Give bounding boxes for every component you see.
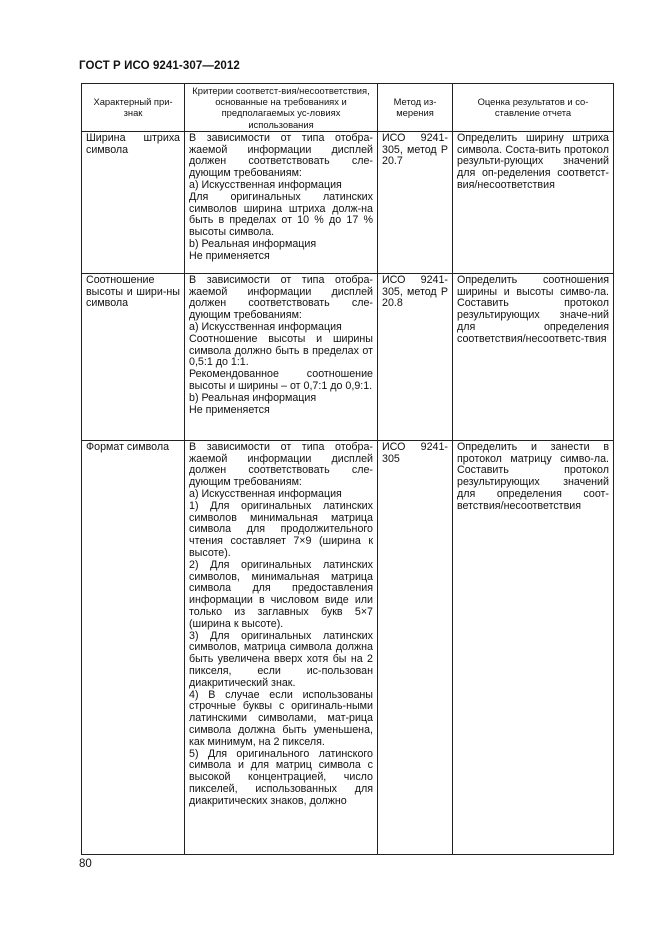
table-row [82, 131, 614, 273]
criteria-paragraph: В зависимости от типа отобра-жаемой информации дисплей должен соответствовать сле-дующим требованиям: [189, 131, 373, 180]
criteria-paragraph: Не применяется [189, 403, 270, 416]
evaluation-cell: Определить соотношения ширины и высоты симво-ла. Составить протокол результирующих значе-ний для определения соответствия/несоответс-твия [453, 273, 614, 440]
evaluation-cell: Определить ширину штриха символа. Соста-вить протокол результи-рующих значений для оп-ределения соответст-вия/несоответствия [453, 131, 614, 273]
table-row [82, 273, 614, 440]
criteria-paragraph: а) Искусственная информация [189, 321, 342, 333]
evaluation-cell: Определить и занести в протокол матрицу симво-ла. Составить протокол результирующих значений для определения соот-ветствия/несоответствия [453, 440, 614, 854]
criteria-table [81, 83, 614, 855]
criteria-paragraph: Соотношение высоты и ширины символа должно быть в пределах от 0,5:1 до 1:1. [189, 332, 373, 369]
criteria-paragraph: 3) Для оригинальных латинских символов, матрица символа должна быть увеличена вверх хотя бы на 2 пикселя, если ис-пользован диакритический знак. [189, 629, 373, 689]
method-cell: ИСО 9241-305, метод Р 20.7 [378, 131, 453, 273]
method-cell: ИСО 9241-305 [378, 440, 453, 854]
table-header-row [82, 84, 614, 132]
column-header-method: Метод из-мерения [378, 84, 453, 132]
column-header-criteria: Критерии соответст-вия/несоответствия, основанные на требованиях и предполагаемых ус-ловиях использования [185, 84, 378, 132]
method-cell: ИСО 9241-305, метод Р 20.8 [378, 273, 453, 440]
criteria-paragraph: Для оригинальных латинских символов ширина штриха долж-на быть в пределах от 10 % до 17 % высоты символа. [189, 190, 373, 239]
criteria-paragraph: а) Искусственная информация [189, 488, 342, 500]
criteria-paragraph: В зависимости от типа отобра-жаемой информации дисплей должен соответствовать сле-дующим требованиям: [189, 273, 373, 322]
table-row [82, 440, 614, 854]
criteria-cell [185, 131, 378, 273]
criteria-paragraph: 5) Для оригинального латинского символа и для матриц символа с высокой концентрацией, число пикселей, использованных для диакритических знаков, должно [189, 747, 373, 807]
criteria-paragraph: Не применяется [189, 249, 270, 262]
criteria-paragraph: Рекомендованное соотношение высоты и ширины – от 0,7:1 до 0,9:1. [189, 368, 373, 392]
criteria-cell [185, 440, 378, 854]
criteria-paragraph: В зависимости от типа отобра-жаемой информации дисплей должен соответствовать сле-дующим требованиям: [189, 440, 373, 489]
criteria-paragraph: b) Реальная информация [189, 391, 317, 404]
column-header-evaluation: Оценка результатов и со-ставление отчета [453, 84, 614, 132]
column-header-feature: Характерный при-знак [82, 84, 185, 132]
feature-cell: Формат символа [82, 440, 185, 854]
feature-cell: Ширина штриха символа [82, 131, 185, 273]
feature-cell: Соотношение высоты и шири-ны символа [82, 273, 185, 440]
criteria-cell [185, 273, 378, 440]
page-number: 80 [79, 858, 92, 870]
criteria-paragraph: b) Реальная информация [189, 237, 317, 250]
criteria-paragraph: а) Искусственная информация [189, 179, 342, 191]
criteria-paragraph: 1) Для оригинальных латинских символов минимальная матрица символа для продолжительного чтения составляет 7×9 (ширина к высоте). [189, 499, 373, 559]
document-header: ГОСТ Р ИСО 9241-307—2012 [79, 60, 240, 72]
criteria-paragraph: 4) В случае если использованы строчные буквы с оригиналь-ными латинскими символами, мат-рица символа должна быть уменьшена, как минимум, на 2 пикселя. [189, 688, 373, 748]
criteria-paragraph: 2) Для оригинальных латинских символов, минимальная матрица символа для предоставления информации в числовом виде или только из заглавных букв 5×7 (ширина к высоте). [189, 558, 373, 630]
